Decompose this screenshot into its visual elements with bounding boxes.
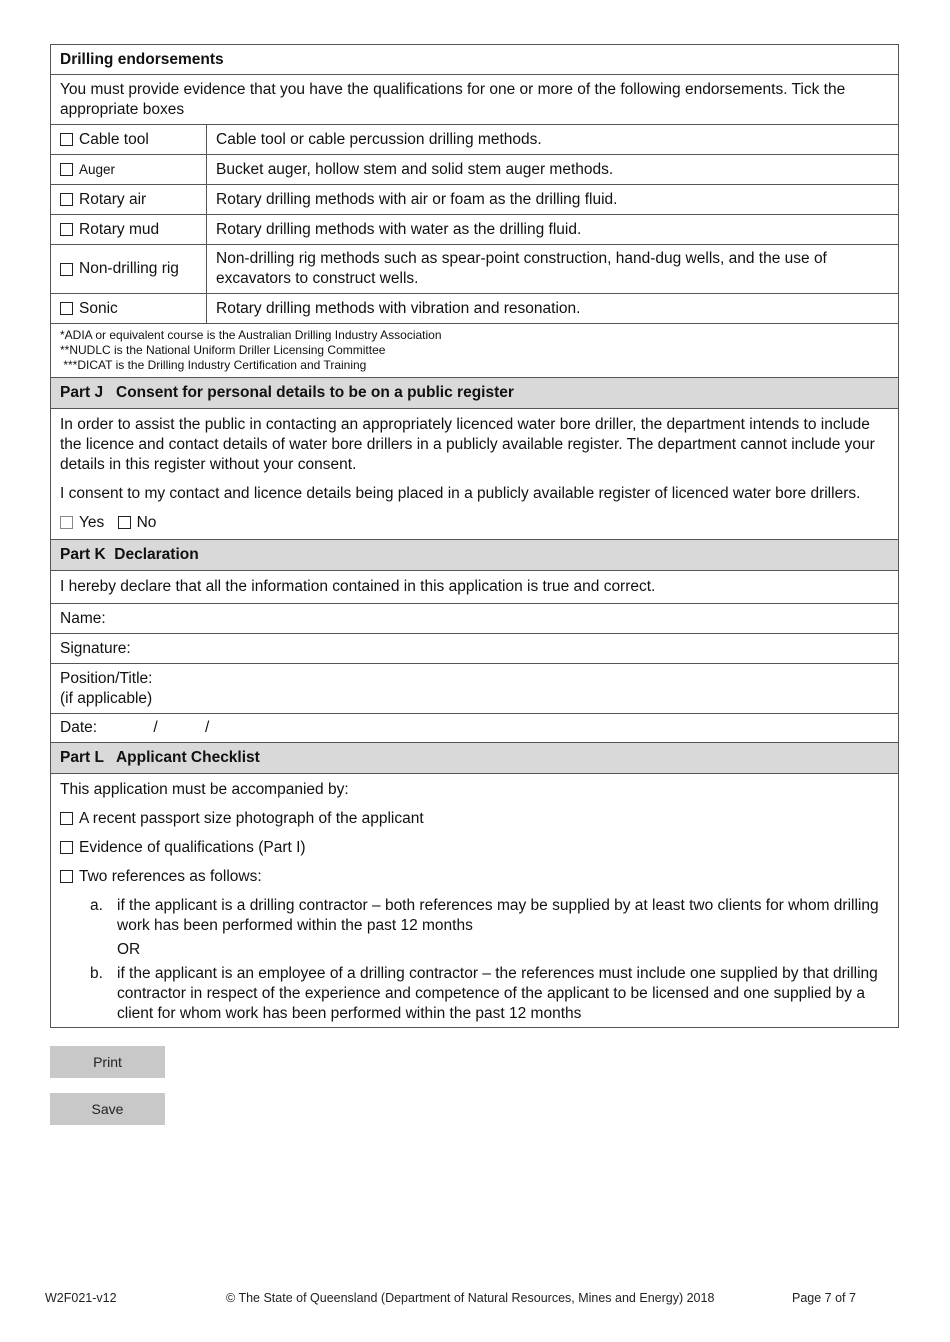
endorsement-desc: Rotary drilling methods with vibration and resonation.: [216, 299, 581, 317]
date-separator: /: [153, 719, 158, 736]
signature-field[interactable]: [51, 634, 898, 664]
photograph-checkbox[interactable]: [60, 812, 73, 825]
declaration-text: I hereby declare that all the information contained in this application is true and correct.: [51, 571, 898, 604]
checklist-item: [60, 867, 889, 887]
option-key: a.: [90, 897, 103, 914]
endorsement-desc: Rotary drilling methods with air or foam as the drilling fluid.: [216, 190, 618, 208]
qualifications-checkbox[interactable]: [60, 841, 73, 854]
checklist-item-label: Evidence of qualifications (Part I): [79, 839, 306, 856]
drilling-endorsements-heading: Drilling endorsements: [51, 45, 898, 75]
endorsement-row: [51, 245, 898, 294]
page-number: Page 7 of 7: [792, 1291, 856, 1305]
checklist-item: [60, 838, 889, 858]
form-code: W2F021-v12: [45, 1291, 117, 1305]
consent-text: I consent to my contact and licence details being placed in a publicly available register of licenced water bore drillers.: [60, 485, 861, 502]
reference-option: [90, 896, 889, 936]
endorsement-desc: Rotary drilling methods with water as the drilling fluid.: [216, 220, 582, 238]
date-field[interactable]: [51, 714, 898, 743]
endorsement-label: Rotary air: [79, 190, 147, 208]
endorsement-label: Rotary mud: [79, 220, 160, 238]
checklist-intro: This application must be accompanied by:: [60, 781, 349, 798]
endorsement-desc: Cable tool or cable percussion drilling methods.: [216, 130, 542, 148]
consent-options: [60, 513, 889, 533]
endorsement-row: [51, 125, 898, 155]
name-label: Name:: [60, 610, 106, 627]
cable-tool-checkbox[interactable]: [60, 133, 73, 146]
reference-option: [90, 964, 889, 1024]
save-button[interactable]: Save: [50, 1093, 165, 1125]
drilling-intro: You must provide evidence that you have the qualifications for one or more of the following endorsements. Tick the appropriate boxes: [51, 75, 898, 125]
no-label: No: [136, 514, 157, 531]
part-l-heading: Part L Applicant Checklist: [51, 743, 898, 774]
abbreviation-notes: [51, 324, 898, 378]
checklist-item-label: A recent passport size photograph of the applicant: [79, 810, 424, 827]
option-text: if the applicant is a drilling contractor – both references may be supplied by at least two clients for whom drilling work has been performed within the past 12 months: [117, 897, 879, 934]
auger-checkbox[interactable]: [60, 163, 73, 176]
endorsement-row: [51, 185, 898, 215]
sonic-checkbox[interactable]: [60, 302, 73, 315]
signature-label: Signature:: [60, 640, 131, 657]
date-separator: /: [205, 719, 210, 736]
endorsement-label: Sonic: [79, 299, 118, 317]
consent-no-checkbox[interactable]: [118, 516, 131, 529]
checklist-item: [60, 809, 889, 829]
references-checkbox[interactable]: [60, 870, 73, 883]
endorsement-row: [51, 294, 898, 324]
option-text: if the applicant is an employee of a drilling contractor – the references must include one supplied by that drilling contractor in respect of the experience and competence of the applicant to be licensed and one supplied by a client for whom work has been performed within the past 12 months: [117, 965, 878, 1022]
endorsement-row: [51, 215, 898, 245]
yes-label: Yes: [79, 514, 105, 531]
application-form: [50, 44, 899, 1028]
endorsement-desc: Bucket auger, hollow stem and solid stem auger methods.: [216, 160, 614, 178]
consent-yes-checkbox[interactable]: [60, 516, 73, 529]
endorsement-label: Auger: [79, 161, 116, 177]
part-j-heading: Part J Consent for personal details to be on a public register: [51, 378, 898, 409]
position-note: (if applicable): [60, 690, 153, 707]
note-line: *ADIA or equivalent course is the Australian Drilling Industry Association: [60, 328, 442, 342]
date-label: Date:: [60, 719, 98, 736]
part-j-body: [51, 409, 898, 540]
option-key: b.: [90, 965, 103, 982]
endorsement-row: [51, 155, 898, 185]
references-sublist: [60, 896, 889, 1024]
part-k-heading: Part K Declaration: [51, 540, 898, 571]
position-label: Position/Title:: [60, 670, 153, 687]
rotary-air-checkbox[interactable]: [60, 193, 73, 206]
part-l-body: [51, 774, 898, 1027]
endorsement-label: Non-drilling rig: [79, 260, 179, 277]
copyright: © The State of Queensland (Department of Natural Resources, Mines and Energy) 2018: [226, 1291, 715, 1305]
rotary-mud-checkbox[interactable]: [60, 223, 73, 236]
name-field[interactable]: [51, 604, 898, 634]
non-drilling-rig-checkbox[interactable]: [60, 263, 73, 276]
endorsement-label: Cable tool: [79, 130, 149, 148]
print-button[interactable]: Print: [50, 1046, 165, 1078]
checklist-item-label: Two references as follows:: [79, 868, 262, 885]
endorsement-desc: Non-drilling rig methods such as spear-point construction, hand-dug wells, and the use of excavators to construct wells.: [216, 250, 827, 287]
note-line: ***DICAT is the Drilling Industry Certification and Training: [60, 358, 367, 372]
or-text: OR: [117, 941, 141, 958]
note-line: **NUDLC is the National Uniform Driller Licensing Committee: [60, 343, 386, 357]
part-j-paragraph: In order to assist the public in contacting an appropriately licenced water bore driller, the department intends to include the licence and contact details of water bore drillers in a publicly available register. The department cannot include your details in this register without your consent.: [60, 416, 875, 473]
position-field[interactable]: [51, 664, 898, 714]
